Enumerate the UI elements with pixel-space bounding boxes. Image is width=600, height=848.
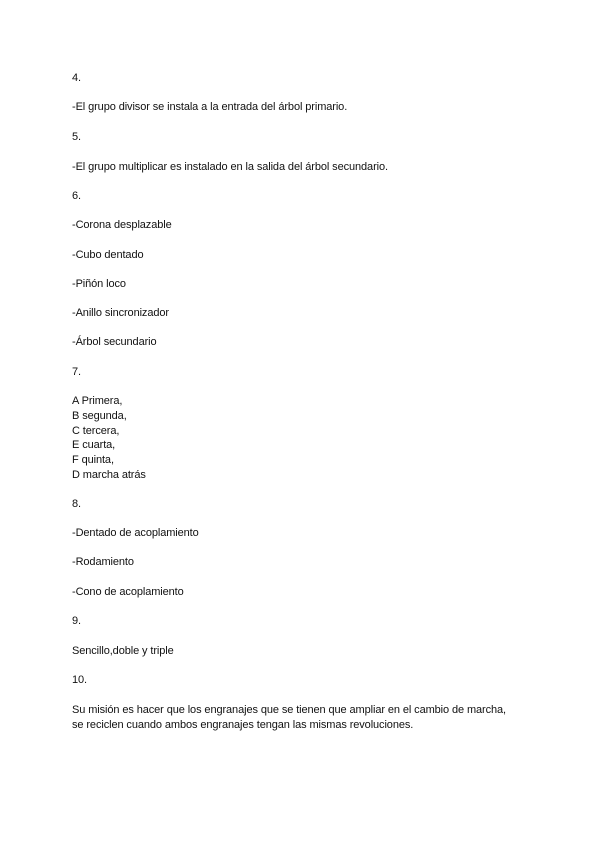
item-text: F quinta, xyxy=(72,454,114,466)
item-text: -Árbol secundario xyxy=(72,336,157,348)
item-number: 7. xyxy=(72,366,81,378)
item-number: 8. xyxy=(72,498,81,510)
item-text: se reciclen cuando ambos engranajes tengan las mismas revoluciones. xyxy=(72,719,414,731)
item-text: -Cubo dentado xyxy=(72,249,144,261)
item-text: E cuarta, xyxy=(72,439,116,451)
item-text: -El grupo multiplicar es instalado en la salida del árbol secundario. xyxy=(72,161,388,173)
item-text: Sencillo,doble y triple xyxy=(72,645,174,657)
item-number: 5. xyxy=(72,131,81,143)
item-text: B segunda, xyxy=(72,410,127,422)
item-number: 10. xyxy=(72,674,87,686)
item-text: Su misión es hacer que los engranajes que se tienen que ampliar en el cambio de marcha, xyxy=(72,704,507,716)
item-text: -Cono de acoplamiento xyxy=(72,586,184,598)
item-text: D marcha atrás xyxy=(72,469,146,481)
item-text: -Anillo sincronizador xyxy=(72,307,169,319)
item-number: 6. xyxy=(72,190,81,202)
item-text: -Piñón loco xyxy=(72,278,126,290)
item-text: A Primera, xyxy=(72,395,123,407)
item-text: -El grupo divisor se instala a la entrada del árbol primario. xyxy=(72,101,348,113)
item-text: -Rodamiento xyxy=(72,556,134,568)
item-number: 9. xyxy=(72,615,81,627)
item-number: 4. xyxy=(72,72,81,84)
item-text: C tercera, xyxy=(72,425,120,437)
item-text: -Dentado de acoplamiento xyxy=(72,527,199,539)
item-text: -Corona desplazable xyxy=(72,219,172,231)
